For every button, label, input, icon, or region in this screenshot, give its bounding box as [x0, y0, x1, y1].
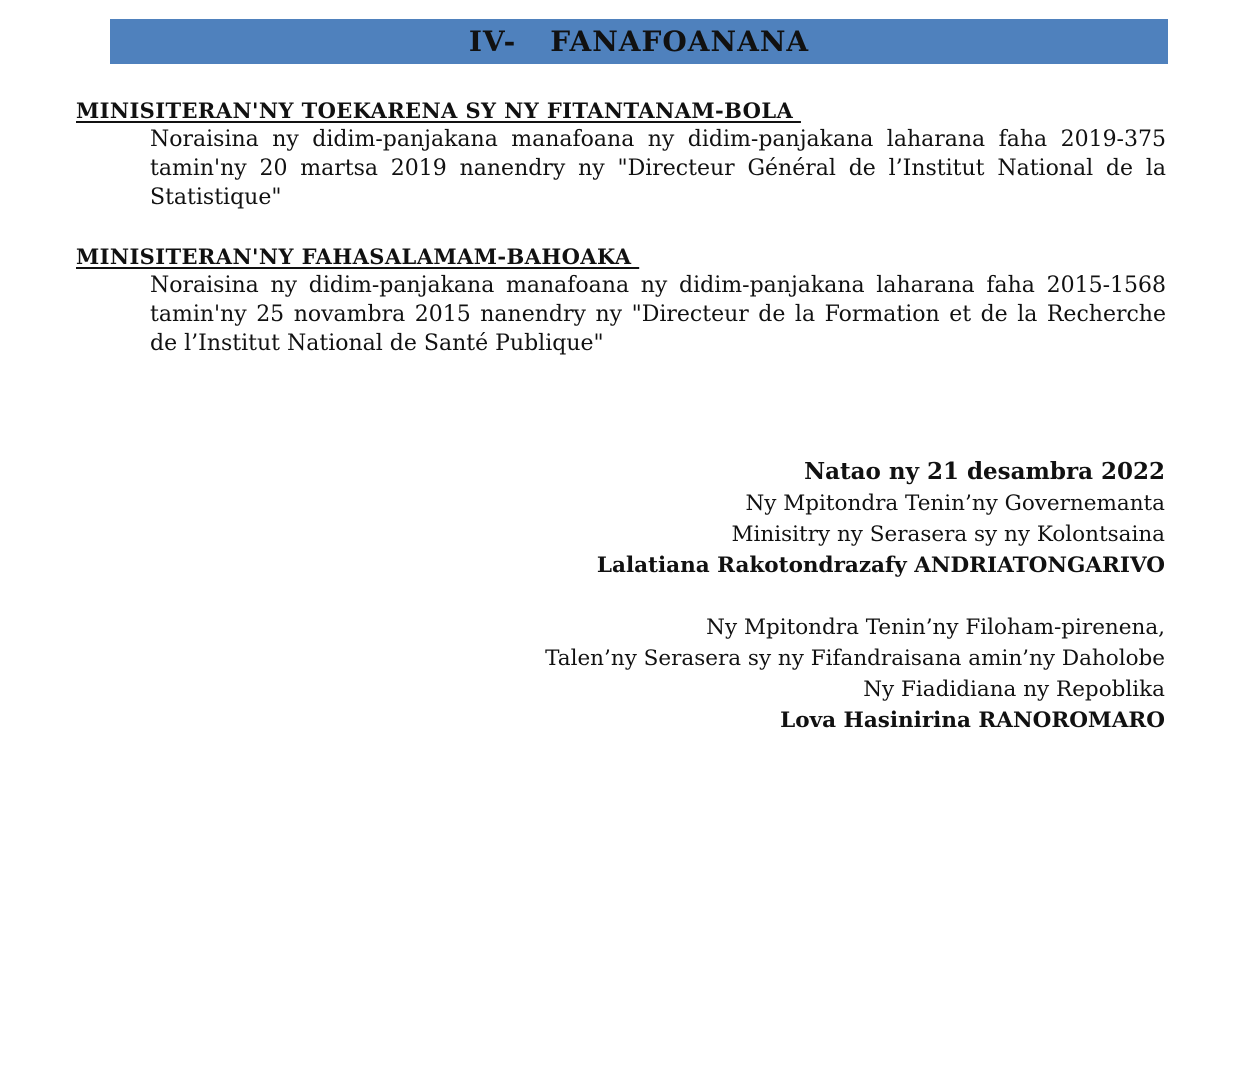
signatory-title: Minisitry ny Serasera sy ny Kolontsaina — [731, 522, 1165, 547]
decree-text: Noraisina ny didim-panjakana manafoana ny didim-panjakana laharana faha 2019-375 tamin'ny 20 martsa 2019 nanendry ny "Directeur Général de l’Institut National de la Statistique" — [150, 127, 1166, 210]
ministry-block-economy — [76, 97, 1166, 212]
section-title: FANAFOANANA — [550, 25, 810, 58]
section-header — [110, 19, 1168, 64]
ministry-heading: MINISITERAN'NY TOEKARENA SY NY FITANTANAM-BOLA — [76, 98, 801, 123]
section-number: IV- — [468, 25, 517, 58]
ministry-block-health — [76, 243, 1166, 358]
spacer — [365, 581, 1165, 612]
signatory-title: Ny Fiadidiana ny Repoblika — [863, 677, 1165, 702]
signature-block — [365, 455, 1165, 736]
signatory-name: Lalatiana Rakotondrazafy ANDRIATONGARIVO — [596, 553, 1165, 578]
signatory-title: Ny Mpitondra Tenin’ny Filoham-pirenena, — [706, 615, 1165, 640]
signatory-title: Ny Mpitondra Tenin’ny Governemanta — [745, 491, 1165, 516]
signatory-title: Talen’ny Serasera sy ny Fifandraisana amin’ny Daholobe — [545, 646, 1165, 671]
signatory-name: Lova Hasinirina RANOROMARO — [780, 708, 1165, 733]
ministry-heading: MINISITERAN'NY FAHASALAMAM-BAHOAKA — [76, 244, 640, 269]
decree-text: Noraisina ny didim-panjakana manafoana ny didim-panjakana laharana faha 2015-1568 tamin'ny 25 novambra 2015 nanendry ny "Directeur de la Formation et de la Recherche de l’Institut National de Santé Publique" — [150, 273, 1166, 356]
signing-date: Natao ny 21 desambra 2022 — [804, 458, 1165, 485]
